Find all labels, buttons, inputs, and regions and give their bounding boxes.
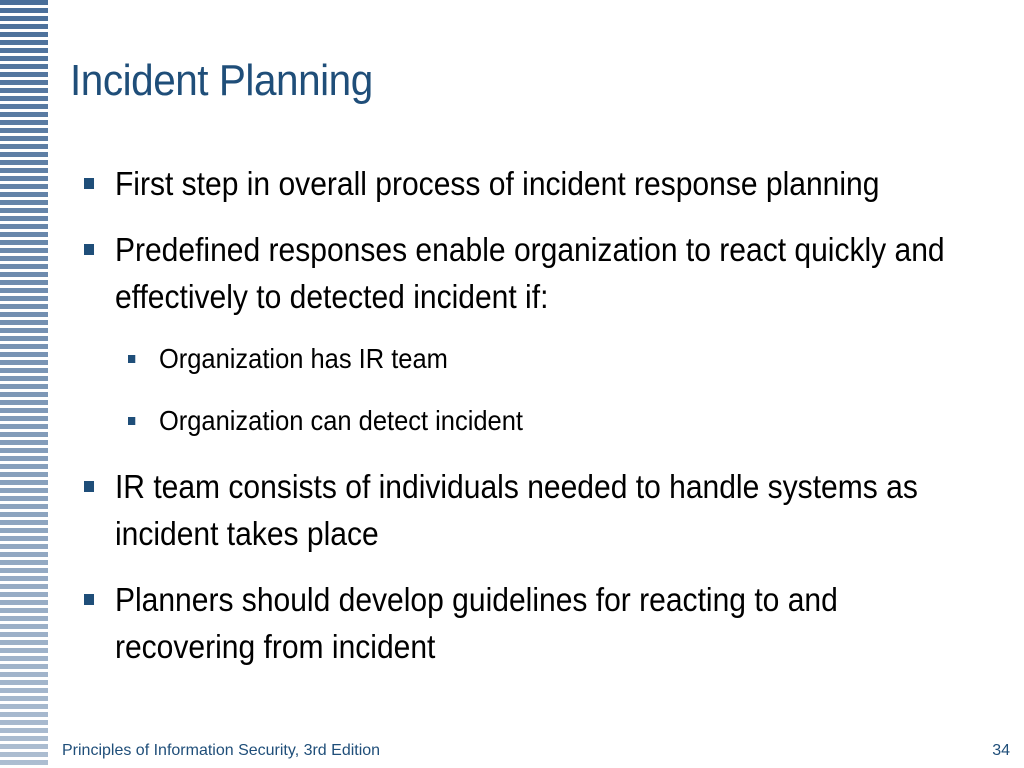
square-bullet-icon: [128, 417, 135, 425]
square-bullet-icon: [84, 244, 94, 255]
page-number: 34: [992, 742, 1010, 759]
bullet-text: Planners should develop guidelines for reacting to and recovering from incident: [114, 581, 838, 665]
square-bullet-icon: [84, 594, 94, 605]
bullet-item: [84, 463, 979, 557]
sub-bullet-text: Organization can detect incident: [158, 405, 523, 436]
decorative-stripe-fade: [0, 0, 48, 768]
sub-bullet-text: Organization has IR team: [158, 343, 448, 374]
square-bullet-icon: [128, 355, 135, 363]
square-bullet-icon: [84, 178, 94, 189]
bullet-text: IR team consists of individuals needed to handle systems as incident takes place: [114, 468, 918, 552]
bullet-text: Predefined responses enable organization to react quickly and effectively to detected incident if:: [114, 231, 945, 315]
sub-bullet-item: [128, 339, 942, 379]
decorative-stripe-edge: [48, 0, 51, 768]
footer-source: Principles of Information Security, 3rd Edition: [62, 742, 381, 759]
bullet-list: [84, 160, 984, 689]
bullet-item: [84, 226, 979, 320]
sub-bullet-item: [128, 401, 942, 441]
bullet-text: First step in overall process of incident response planning: [114, 165, 880, 202]
bullet-item: [84, 160, 979, 207]
slide-title: Incident Planning: [70, 56, 373, 105]
square-bullet-icon: [84, 481, 94, 492]
bullet-item: [84, 576, 979, 670]
